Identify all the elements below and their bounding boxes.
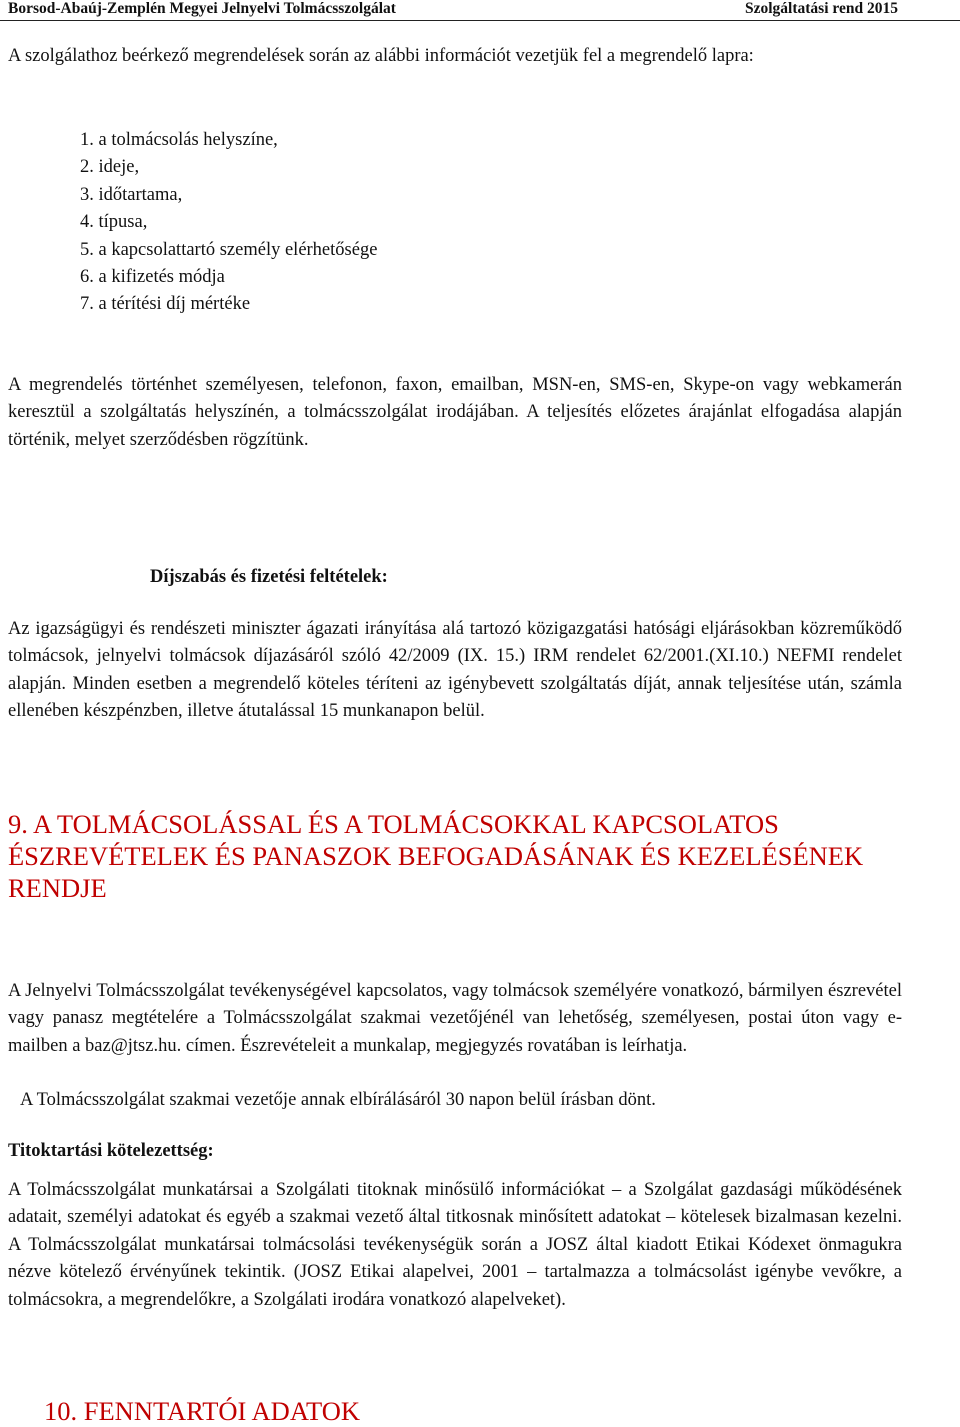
order-paragraph: A megrendelés történhet személyesen, telefonon, faxon, emailban, MSN-en, SMS-en, Skype-on vagy webkamerán keresztül a szolgáltatás helyszínén, a tolmácsszolgálat irodájában. A teljesítés előzetes árajánlat elfogadása alapján történik, melyet szerződésben rögzítünk.	[8, 375, 902, 450]
confidentiality-paragraph: A Tolmácsszolgálat munkatársai a Szolgálati titoknak minősülő információkat – a Szolgálat gazdasági működésének adatait, személyi adatokat és egyéb a szakmai vezető által titkosnak minősített adatokat – kötelesek bizalmasan kezelni. A Tolmácsszolgálat munkatársai tolmácsolási tevékenységük során a JOSZ által kiadott Etikai Kódexet önmagukra nézve kötelező érvényűnek tekintik. (JOSZ Etikai alapelvei, 2001 – tartalmazza a tolmácsolást igénybe vevőkre, a tolmácsokra, a megrendelőkre, a Szolgálati irodára vonatkozó alapelveket).	[8, 1180, 902, 1310]
fees-title: Díjszabás és fizetési feltételek:	[150, 567, 388, 587]
list-item: 1. a tolmácsolás helyszíne,	[80, 130, 278, 150]
list-item: 4. típusa,	[80, 212, 148, 233]
page-header	[0, 0, 960, 21]
section-10-heading: 10. FENNTARTÓI ADATOK	[44, 1396, 361, 1426]
list-item: 5. a kapcsolattartó személy elérhetősége	[80, 239, 378, 260]
list-item: 6. a kifizetés módja	[80, 267, 225, 288]
order-info-list	[80, 127, 377, 319]
fees-paragraph: Az igazságügyi és rendészeti miniszter ágazati irányítása alá tartozó közigazgatási hatósági eljárásokban közreműködő tolmácsok, jelnyelvi tolmácsok díjazásáról szóló 42/2009 (IX. 15.) IRM rendelet 62/2001.(XI.10.) NEFMI rendelet alapján. Minden esetben a megrendelő köteles téríteni az igénybevett szolgáltatás díját, annak teljesítése után, számla ellenében készpénzben, illetve átutalással 15 munkanapon belül.	[8, 619, 902, 722]
header-document-title: Szolgáltatási rend 2015	[745, 0, 898, 17]
list-item: 7. a térítési díj mértéke	[80, 294, 251, 315]
intro-paragraph: A szolgálathoz beérkező megrendelések során az alábbi információt vezetjük fel a megrendelő lapra:	[8, 46, 754, 66]
section-9-decision: A Tolmácsszolgálat szakmai vezetője annak elbírálásáról 30 napon belül írásban dönt.	[20, 1090, 656, 1110]
list-item: 3. időtartama,	[80, 184, 183, 205]
list-item: 2. ideje,	[80, 157, 140, 178]
section-9-paragraph: A Jelnyelvi Tolmácsszolgálat tevékenységével kapcsolatos, vagy tolmácsok személyére vonatkozó, bármilyen észrevétel vagy panasz megtételére a Tolmácsszolgálat szakmai vezetőjénél van lehetőség, személyesen, postai úton vagy e-mailben a baz@jtsz.hu. címen. Észrevételeit a munkalap, megjegyzés rovatában is leírhatja.	[8, 981, 902, 1056]
confidentiality-title: Titoktartási kötelezettség:	[8, 1141, 214, 1161]
section-9-heading: 9. A TOLMÁCSOLÁSSAL ÉS A TOLMÁCSOKKAL KAPCSOLATOS ÉSZREVÉTELEK ÉS PANASZOK BEFOGADÁSÁNAK ÉS KEZELÉSÉNEK RENDJE	[8, 809, 864, 903]
header-organization: Borsod-Abaúj-Zemplén Megyei Jelnyelvi Tolmácsszolgálat	[8, 0, 396, 17]
